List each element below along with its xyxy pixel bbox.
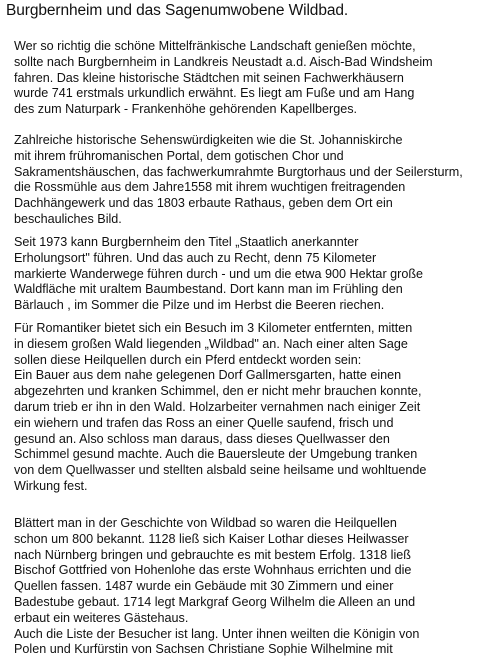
text-line: beschauliches Bild.: [14, 211, 122, 226]
text-line: Auch die Liste der Besucher ist lang. Unter ihnen weilten die Königin von: [14, 626, 420, 641]
text-line: von dem Quellwasser und stellten alsbald seine heilsame und wohltuende: [14, 463, 427, 478]
text-line: Wer so richtig die schöne Mittelfränkische Landschaft genießen möchte,: [14, 39, 416, 53]
text-line: Ein Bauer aus dem nahe gelegenen Dorf Gallmersgarten, hatte einen: [14, 368, 402, 383]
text-line: Blättert man in der Geschichte von Wildbad so waren die Heilquellen: [14, 516, 397, 530]
text-line: des zum Naturpark - Frankenhöhe gehörenden Kapellberges.: [14, 102, 358, 117]
text-line: wurde 741 erstmals urkundlich erwähnt. Es liegt am Fuße und am Hang: [14, 86, 415, 101]
text-line: Schimmel gesund machte. Auch die Bauersleute der Umgebung tranken: [14, 447, 418, 462]
text-line: abgezehrten und kranken Schimmel, den er nicht mehr brauchen konnte,: [14, 384, 422, 399]
text-line: die Rossmühle aus dem Jahre1558 mit ihrem wuchtigen freitragenden: [14, 180, 406, 195]
paragraph-history: [14, 516, 419, 658]
text-line: in diesem großen Wald liegenden „Wildbad" an. Nach einer alten Sage: [14, 336, 408, 351]
paragraph-recreation: [14, 235, 423, 314]
text-line: Erholungsort" führen. Und das auch zu Recht, denn 75 Kilometer: [14, 250, 377, 265]
text-line: erbaut ein weiteres Gästehaus.: [14, 610, 189, 625]
text-line: sollen diese Heilquellen durch ein Pferd entdeckt worden sein:: [14, 352, 362, 367]
text-line: darum trieb er ihn in den Wald. Holzarbeiter vernahmen nach einiger Zeit: [14, 399, 421, 414]
text-line: schon um 800 bekannt. 1128 ließ sich Kaiser Lothar dieses Heilwasser: [14, 531, 409, 546]
text-line: Waldfläche mit uraltem Baumbestand. Dort kann man im Frühling den: [14, 282, 403, 297]
text-line: Dachhängewerk und das 1803 erbaute Rathaus, geben dem Ort ein: [14, 196, 393, 211]
paragraph-intro: [14, 39, 433, 118]
text-line: ein wiehern und trafen das Ross an einer Quelle saufend, frisch und: [14, 415, 394, 430]
text-line: nach Nürnberg bringen und gebrauchte es mit bestem Erfolg. 1318 ließ: [14, 547, 411, 562]
text-line: Quellen fassen. 1487 wurde ein Gebäude mit 30 Zimmern und einer: [14, 579, 394, 594]
text-line: Zahlreiche historische Sehenswürdigkeiten wie die St. Johanniskirche: [14, 133, 403, 147]
text-line: Sakramentshäuschen, das fachwerkumrahmte Burgtorhaus und der Seilersturm,: [14, 164, 463, 179]
text-line: Seit 1973 kann Burgbernheim den Titel „Staatlich anerkannter: [14, 235, 359, 249]
text-line: Bischof Gottfried von Hohenlohe das erste Wohnhaus errichten und die: [14, 563, 412, 578]
text-line: gesund an. Also schloss man daraus, dass dieses Quellwasser den: [14, 431, 390, 446]
text-line: sollte nach Burgbernheim in Landkreis Neustadt a.d. Aisch-Bad Windsheim: [14, 54, 433, 69]
text-line: Für Romantiker bietet sich ein Besuch im 3 Kilometer entfernten, mitten: [14, 321, 413, 335]
text-line: mit ihrem frühromanischen Portal, dem gotischen Chor und: [14, 148, 344, 163]
text-line: Wirkung fest.: [14, 478, 88, 493]
document-title: Burgbernheim und das Sagenumwobene Wildbad.: [6, 2, 349, 19]
text-line: Badestube gebaut. 1714 legt Markgraf Georg Wilhelm die Alleen an und: [14, 594, 416, 609]
paragraph-legend: [14, 321, 426, 495]
text-line: Bärlauch , im Sommer die Pilze und im Herbst die Beeren riechen.: [14, 298, 385, 313]
text-line: markierte Wanderwege führen durch - und um die etwa 900 Hektar große: [14, 266, 424, 281]
text-line: Polen und Kurfürstin von Sachsen Christiane Sophie Wilhelmine mit: [14, 642, 393, 657]
paragraph-sights: [14, 133, 463, 228]
text-line: fahren. Das kleine historische Städtchen mit seinen Fachwerkhäusern: [14, 70, 404, 85]
